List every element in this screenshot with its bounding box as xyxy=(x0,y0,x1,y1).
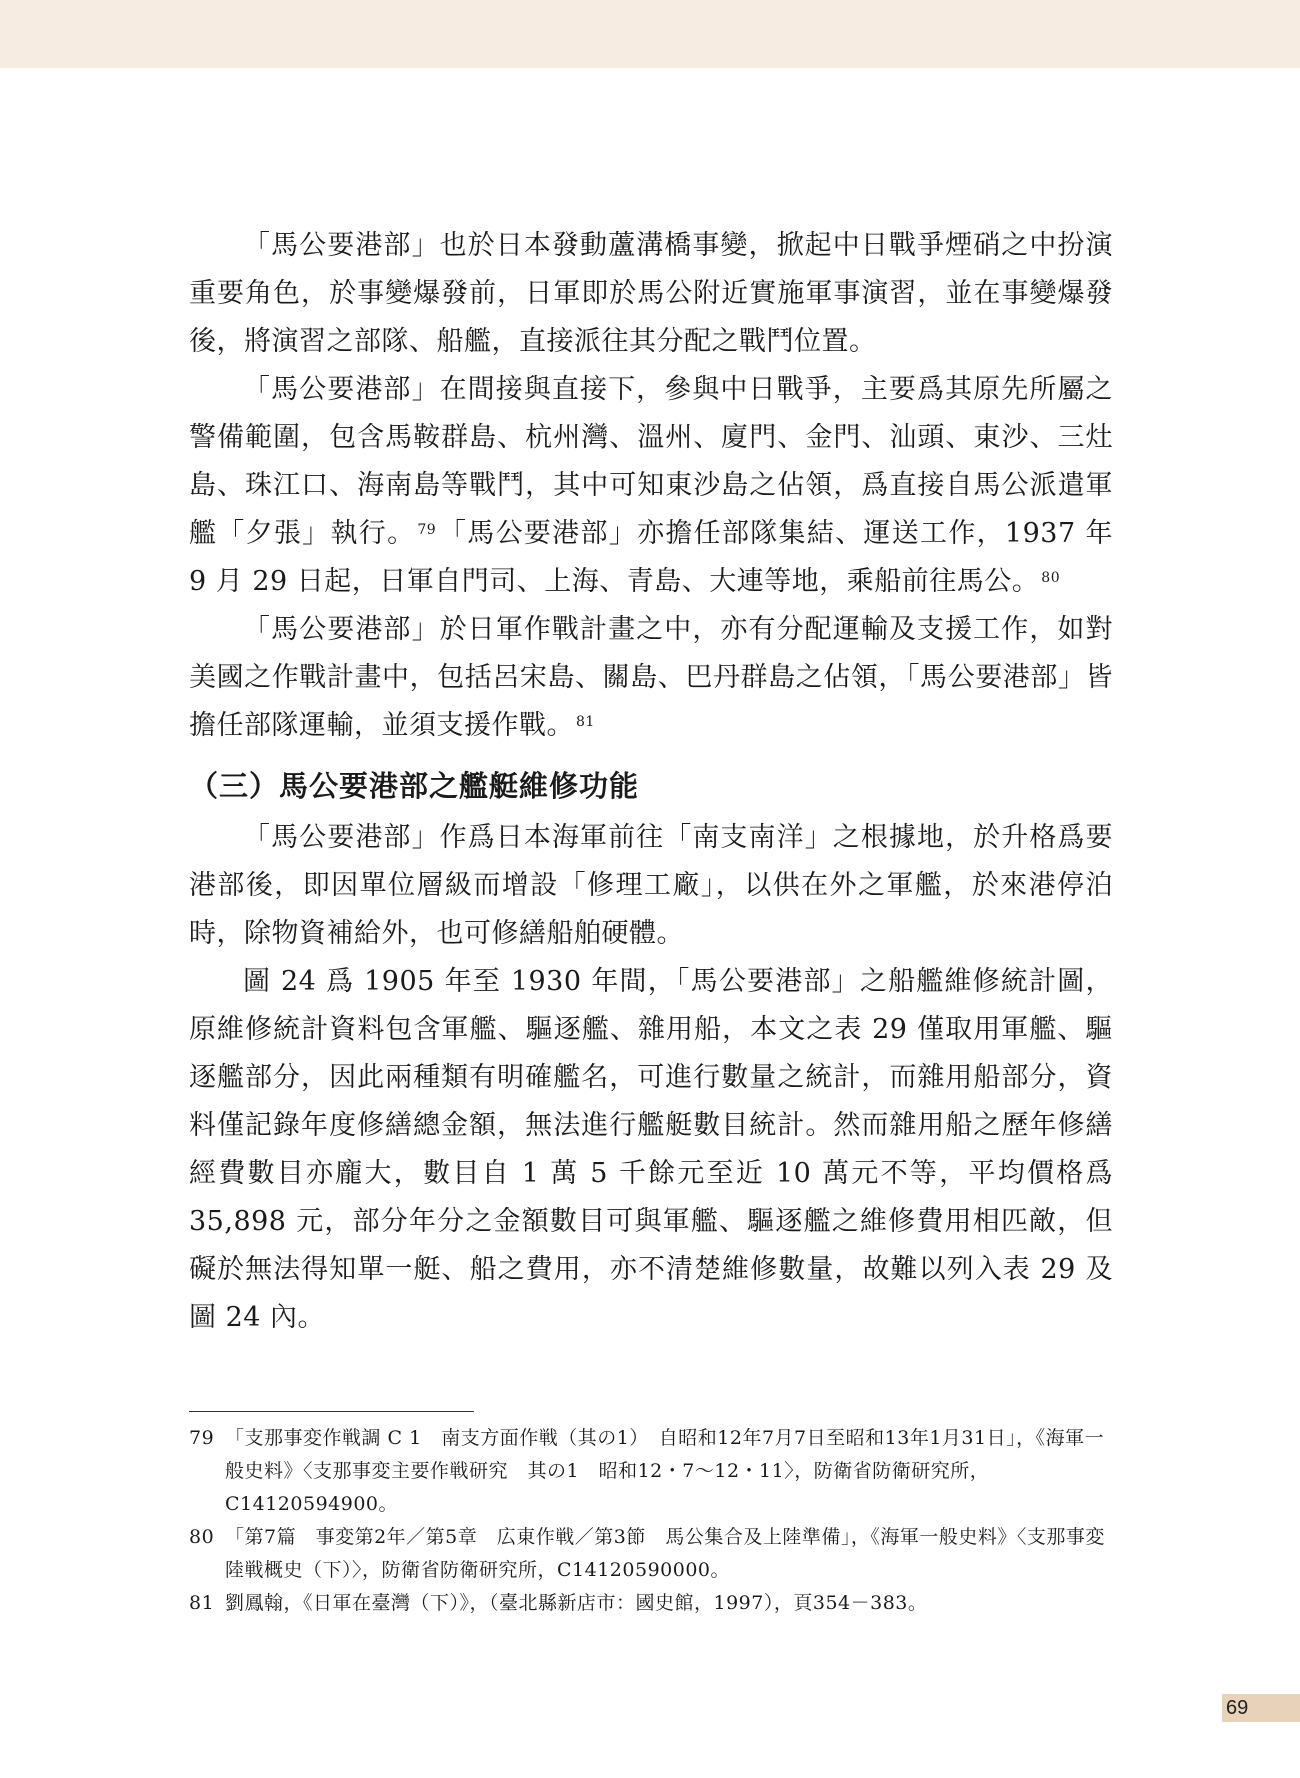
footnote-ref-80[interactable]: 80 xyxy=(1041,570,1061,586)
paragraph-2: 「馬公要港部」在間接與直接下，參與中日戰爭，主要爲其原先所屬之警備範圍，包含馬鞍群島、杭州灣、溫州、廈門、金門、汕頭、東沙、三灶島、珠江口、海南島等戰鬥，其中可知東沙島之佔領，爲直接自馬公派遣軍艦「夕張」執行。 $^{79}$「馬公要港部」亦擔任部隊集結、運送工作，1937 年 9 月 29 日起，日軍自門司、上海、青島、大連等地，乘船前往馬公。 $^{80}$ xyxy=(189,374,1114,597)
paragraph-5: 圖 24 爲 1905 年至 1930 年間，「馬公要港部」之船艦維修統計圖，原維修統計資料包含軍艦、驅逐艦、雜用船，本文之表 29 僅取用軍艦、驅逐艦部分，因此兩種類有明確艦名，可進行數量之統計，而雜用船部分，資料僅記錄年度修繕總金額，無法進行艦艇數目統計。然而雜用船之歷年修繕經費數目亦龐大，數目自 1 萬 5 千餘元至近 10 萬元不等，平均價格爲 35,898 元，部分年分之金額數目可與軍艦、驅逐艦之維修費用相匹敵，但礙於無法得知單一艇、船之費用，亦不清楚維修數量，故難以列入表 29 及圖 24 內。 xyxy=(189,966,1113,1333)
footnote-79 xyxy=(189,1422,1113,1521)
footnote-ref-79[interactable]: 79 xyxy=(417,522,437,538)
footnote-81 xyxy=(189,1587,1113,1620)
footnote-ref-81[interactable]: 81 xyxy=(576,714,595,730)
paragraph-4: 「馬公要港部」作爲日本海軍前往「南支南洋」之根據地，於升格爲要港部後，即因單位層級而增設「修理工廠」，以供在外之軍艦，於來港停泊時，除物資補給外，也可修繕船舶硬體。 xyxy=(189,822,1113,949)
footnote-number: 81 xyxy=(189,1592,215,1614)
footnote-text: 劉鳳翰，《日軍在臺灣（下）》，（臺北縣新店市：國史館，1997），頁354－383。 xyxy=(225,1592,928,1614)
footnote-80 xyxy=(189,1521,1113,1587)
paragraph-3: 「馬公要港部」於日軍作戰計畫之中，亦有分配運輸及支援工作，如對美國之作戰計畫中，包括呂宋島、關島、巴丹群島之佔領，「馬公要港部」皆擔任部隊運輸，並須支援作戰。 $^{81}$ xyxy=(189,614,1113,741)
page-number: 69 xyxy=(1226,1697,1249,1719)
footnote-divider xyxy=(189,1411,474,1412)
footnote-text: 「支那事変作戦調 C 1 南支方面作戦（其の1） 自昭和12年7月7日至昭和13年1月31日」，《海軍一般史料》〈支那事変主要作戦研究 其の1 昭和12・7～12・11〉，防衛省防衛研究所，C14120594900。 xyxy=(225,1427,1105,1515)
paragraph-1: 「馬公要港部」也於日本發動蘆溝橋事變，掀起中日戰爭煙硝之中扮演重要角色，於事變爆發前，日軍即於馬公附近實施軍事演習，並在事變爆發後，將演習之部隊、船艦，直接派往其分配之戰鬥位置。 xyxy=(189,230,1113,357)
footnotes xyxy=(189,1422,1113,1620)
footnote-number: 80 xyxy=(189,1526,215,1548)
footnote-number: 79 xyxy=(189,1427,215,1449)
footnote-text: 「第7篇 事変第2年／第5章 広東作戦／第3節 馬公集合及上陸準備」，《海軍一般史料》〈支那事変陸戦概史（下）〉，防衛省防衛研究所，C14120590000。 xyxy=(225,1526,1105,1581)
main-text xyxy=(189,222,1113,1342)
top-color-band xyxy=(0,0,1300,68)
section-heading: （三）馬公要港部之艦艇維修功能 xyxy=(189,769,640,803)
